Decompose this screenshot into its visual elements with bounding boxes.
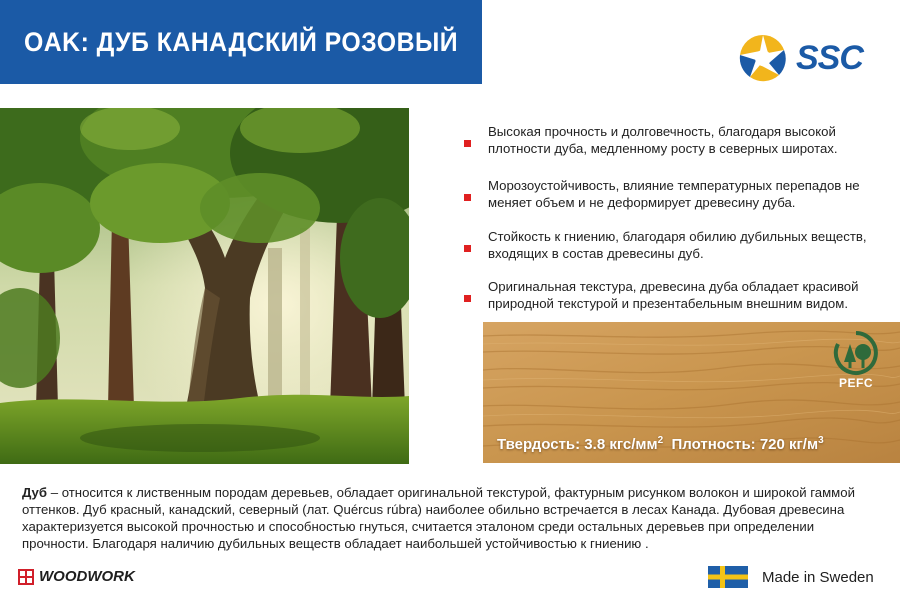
- pefc-logo: [826, 330, 886, 398]
- bullet-icon: [464, 140, 471, 147]
- bullet-icon: [464, 194, 471, 201]
- hardness-label: Твердость: 3.8 кгс/мм: [497, 436, 658, 453]
- forest-photo: [0, 108, 409, 464]
- made-in-sweden: [708, 566, 874, 588]
- bullet-icon: [464, 245, 471, 252]
- bullet-icon: [464, 295, 471, 302]
- feature-text: Оригинальная текстура, древесина дуба обладает красивой природной текстурой и презентабельным внешним видом.: [488, 279, 859, 311]
- pefc-label: PEFC: [838, 376, 873, 390]
- hardness-unit-sup: 2: [657, 435, 664, 446]
- list-item: [458, 228, 898, 262]
- description-lead: Дуб: [22, 485, 48, 500]
- density-label: Плотность: 720 кг/м: [671, 436, 819, 453]
- specs-line: [497, 435, 824, 453]
- ssc-aperture-icon: [738, 33, 788, 83]
- feature-text: Высокая прочность и долговечность, благодаря высокой плотности дуба, медленному росту в северных широтах.: [488, 124, 838, 156]
- list-item: [458, 177, 898, 211]
- sweden-flag-icon: [708, 566, 748, 588]
- page-title: OAK: ДУБ КАНАДСКИЙ РОЗОВЫЙ: [24, 26, 459, 57]
- feature-text: Стойкость к гниению, благодаря обилию дубильных веществ, входящих в состав древесины дуб.: [488, 229, 867, 261]
- density-unit-sup: 3: [818, 435, 824, 446]
- description-paragraph: [22, 484, 880, 552]
- woodwork-wordmark: WOODWORK: [39, 568, 135, 585]
- wood-sample-panel: [483, 322, 900, 463]
- woodwork-logo: [18, 568, 135, 585]
- list-item: [458, 123, 898, 157]
- ssc-logo: [738, 32, 878, 84]
- title-banner: [0, 0, 482, 84]
- ssc-wordmark: SSC: [796, 38, 863, 77]
- pefc-trees-icon: [826, 330, 886, 376]
- woodwork-grid-icon: [18, 569, 34, 585]
- description-text: – относится к лиственным породам деревьев, обладает оригинальной текстурой, фактурным рисунком волокон и широкой гаммой оттенков. Дуб красный, канадский, северный (лат. Quércus rúbra) наиболее обильно встречается в лесах Канада. Дубовая древесина характеризуется высокой прочностью и способностью гнуться, считается эталоном среди остальных деревьев при определении прочности. Благодаря наличию дубильных веществ обладает наибольшей устойчивостью к гниению .: [22, 485, 855, 551]
- list-item: [458, 278, 898, 312]
- feature-list: [458, 118, 898, 312]
- made-in-label: Made in Sweden: [762, 568, 874, 586]
- feature-text: Морозоустойчивость, влияние температурных перепадов не меняет объем и не деформирует древесину дуба.: [488, 178, 860, 210]
